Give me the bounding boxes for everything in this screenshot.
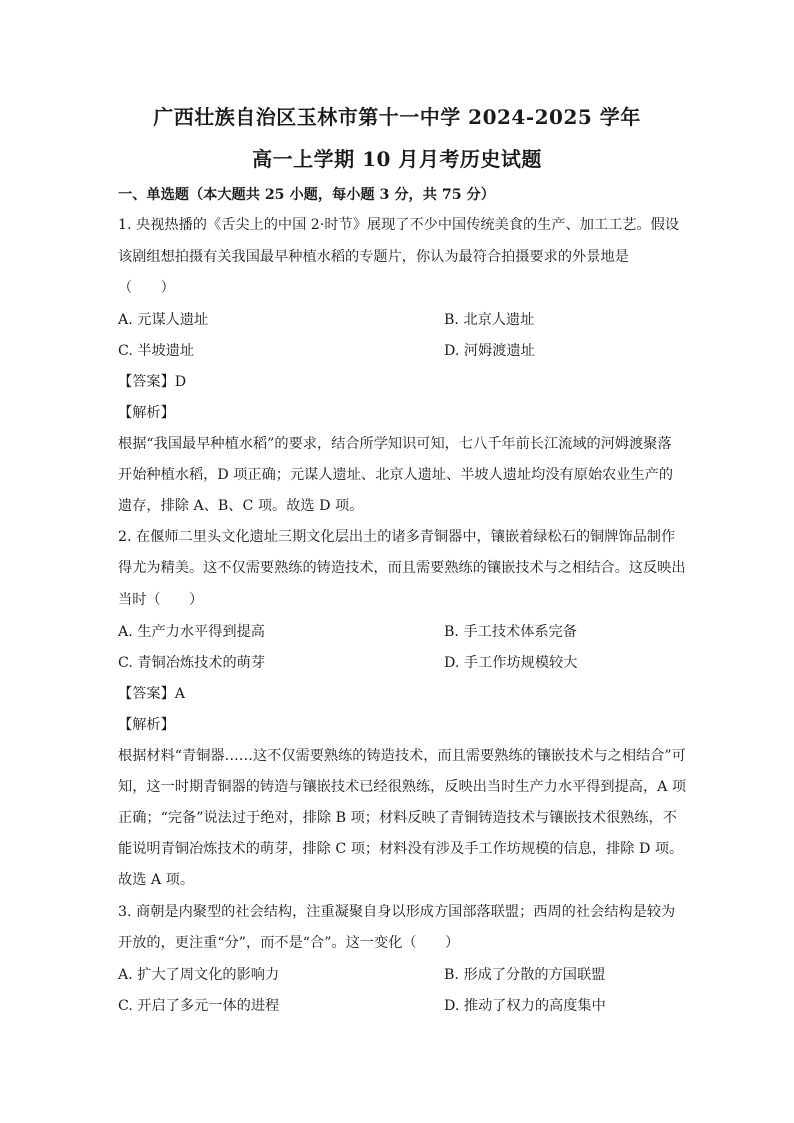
question-1-analysis-label: 【解析】 (118, 405, 175, 421)
question-1-stem-line-2: 该剧组想拍摄有关我国最早种植水稻的专题片，你认为最符合拍摄要求的外景地是 (118, 249, 629, 265)
question-1-analysis-line-2: 开始种植水稻，D 项正确；元谋人遗址、北京人遗址、半坡人遗址均没有原始农业生产的 (118, 467, 674, 483)
question-2-option-b: B. 手工技术体系完备 (444, 624, 577, 640)
question-1-analysis-line-1: 根据“我国最早种植水稻”的要求，结合所学知识可知，七八千年前长江流域的河姆渡聚落 (118, 436, 672, 452)
question-1-option-b: B. 北京人遗址 (444, 312, 535, 328)
question-1-stem-line-3: （ ） (118, 280, 175, 296)
question-1-analysis-line-3: 遗存，排除 A、B、C 项。故选 D 项。 (118, 498, 364, 514)
question-2-option-d: D. 手工作坊规模较大 (444, 655, 578, 671)
question-1-answer: 【答案】D (118, 374, 187, 390)
question-2-option-c: C. 青铜冶炼技术的萌芽 (118, 655, 266, 671)
section-heading: 一、单选题（本大题共 25 小题，每小题 3 分，共 75 分） (118, 187, 495, 203)
question-1-stem-line-1: 1. 央视热播的《舌尖上的中国 2·时节》展现了不少中国传统美食的生产、加工工艺。假设 (118, 217, 680, 233)
question-2-analysis-line-5: 故选 A 项。 (118, 872, 195, 888)
question-2-analysis-line-4: 能说明青铜冶炼技术的萌芽，排除 C 项；材料没有涉及手工作坊规模的信息，排除 D 项。 (118, 841, 684, 857)
question-3-option-b: B. 形成了分散的方国联盟 (444, 967, 606, 983)
question-2-stem-line-2: 得尤为精美。这不仅需要熟练的铸造技术，而且需要熟练的镶嵌技术与之相结合。这反映出 (118, 560, 686, 576)
question-2-analysis-line-2: 知，这一时期青铜器的铸造与镶嵌技术已经很熟练，反映出当时生产力水平得到提高，A 项 (118, 779, 687, 795)
question-2-stem-line-3: 当时（ ） (118, 592, 204, 608)
question-2-option-a: A. 生产力水平得到提高 (118, 624, 265, 640)
question-2-analysis-label: 【解析】 (118, 717, 175, 733)
question-1-option-c: C. 半坡遗址 (118, 343, 195, 359)
question-3-option-c: C. 开启了多元一体的进程 (118, 998, 280, 1014)
question-2-analysis-line-3: 正确；“完备”说法过于绝对，排除 B 项；材料反映了青铜铸造技术与镶嵌技术很熟练，不 (118, 810, 677, 826)
question-2-analysis-line-1: 根据材料“青铜器……这不仅需要熟练的铸造技术，而且需要熟练的镶嵌技术与之相结合”可 (118, 748, 686, 764)
question-1-option-a: A. 元谋人遗址 (118, 312, 209, 328)
question-3-stem-line-2: 开放的，更注重“分”，而不是“合”。这一变化（ ） (118, 935, 460, 951)
question-3-stem-line-1: 3. 商朝是内聚型的社会结构，注重凝聚自身以形成方国部落联盟；西周的社会结构是较为 (118, 904, 676, 920)
page-title-line-1: 广西壮族自治区玉林市第十一中学 2024-2025 学年 (153, 105, 641, 129)
question-1-option-d: D. 河姆渡遗址 (444, 343, 535, 359)
page-title-line-2: 高一上学期 10 月月考历史试题 (252, 147, 542, 171)
question-3-option-d: D. 推动了权力的高度集中 (444, 998, 606, 1014)
question-3-option-a: A. 扩大了周文化的影响力 (118, 967, 280, 983)
question-2-stem-line-1: 2. 在偃师二里头文化遗址三期文化层出土的诸多青铜器中，镶嵌着绿松石的铜牌饰品制作 (118, 529, 676, 545)
question-2-answer: 【答案】A (118, 686, 185, 702)
